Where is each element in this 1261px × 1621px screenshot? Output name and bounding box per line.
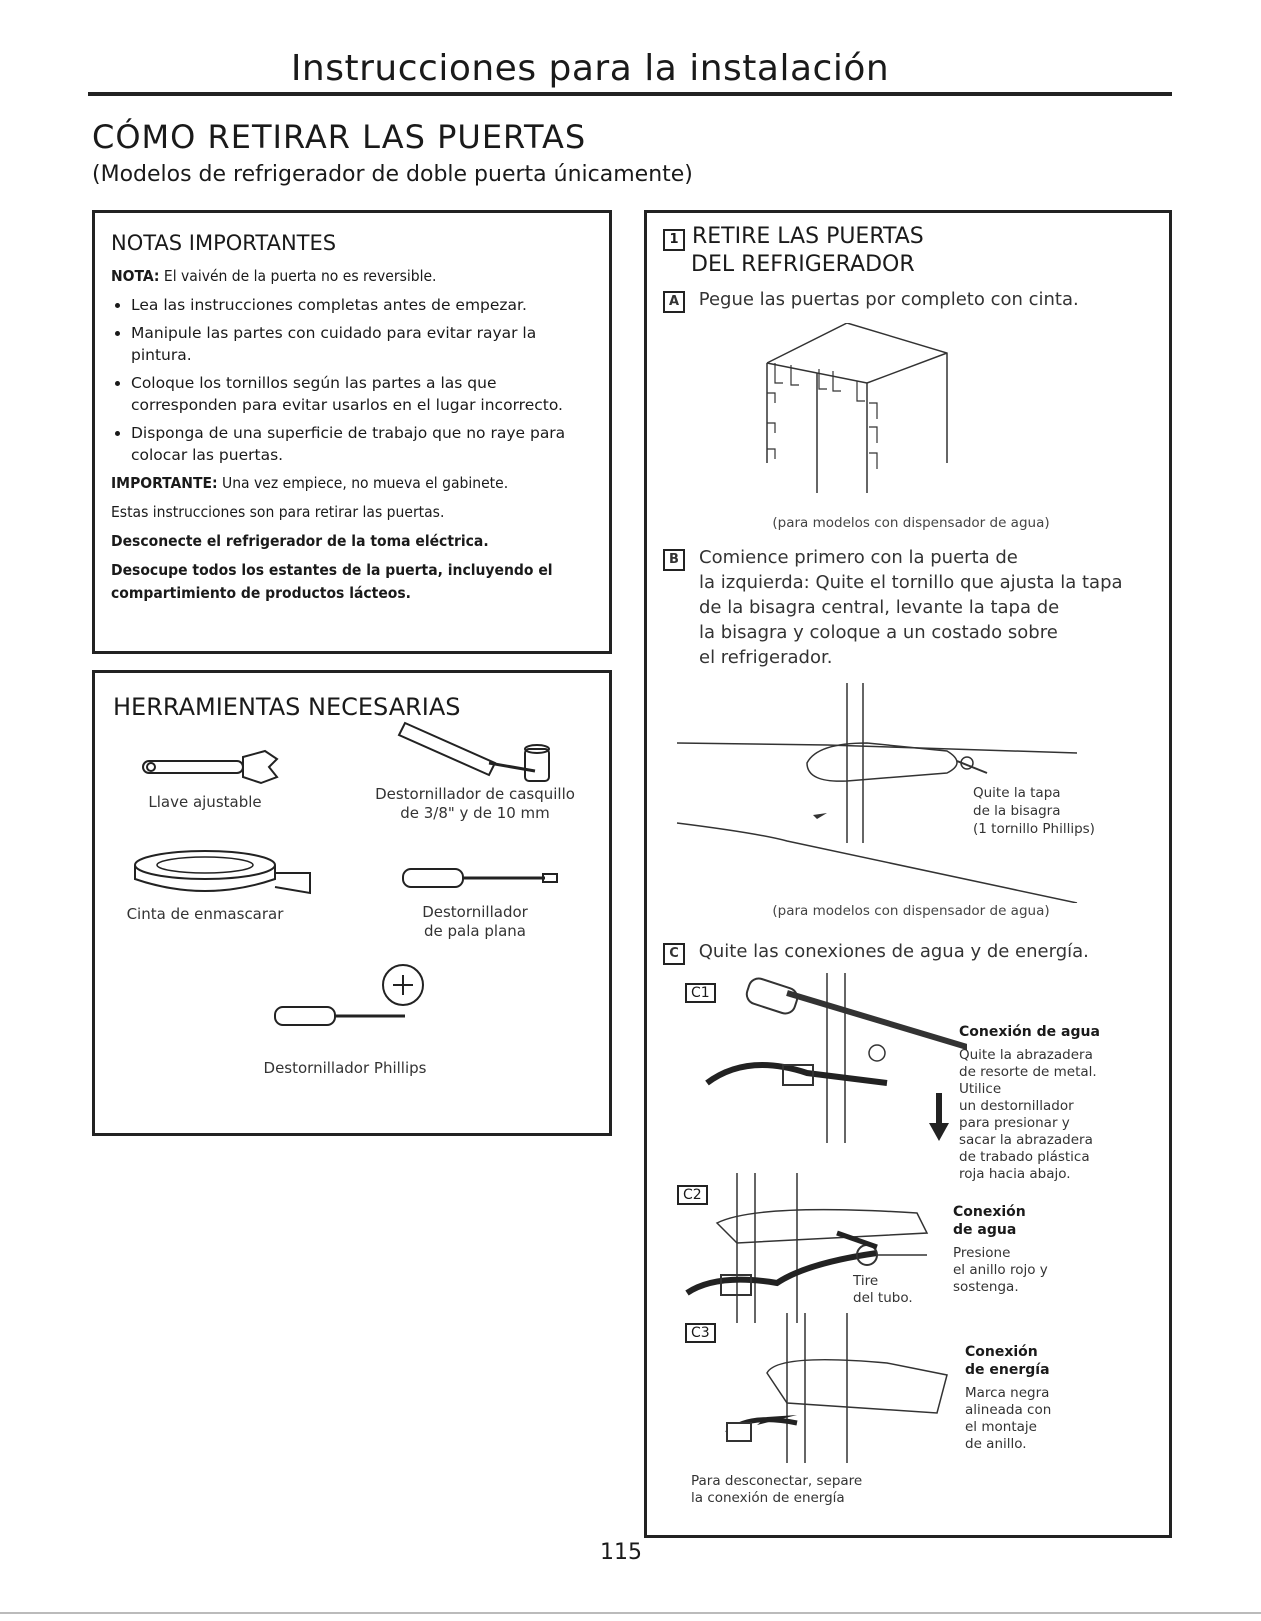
step-a-tag: A [663,291,685,313]
c2-title-line2: de agua [953,1222,1017,1238]
c3-tag: C3 [685,1323,716,1343]
c1-line: de resorte de metal. [959,1064,1097,1080]
step-a [663,287,1079,313]
tape-caption: Cinta de enmascarar [126,905,284,923]
c1-tag: C1 [685,983,716,1003]
c2-tag: C2 [677,1185,708,1205]
page-number: 115 [600,1540,642,1565]
c1-line: roja hacia abajo. [959,1166,1071,1182]
step-b [663,545,685,571]
instrucciones-line: Estas instrucciones son para retirar las puertas. [111,503,445,521]
step-c-text: Quite las conexiones de agua y de energía. [698,941,1089,962]
desconecte-line: Desconecte el refrigerador de la toma eléctrica. [111,532,489,550]
important-notes-box [92,210,612,654]
tools-needed-box [92,670,612,1136]
step1-number: 1 [663,229,685,251]
step-c-tag: C [663,943,685,965]
importante-text: Una vez empiece, no mueva el gabinete. [217,474,509,492]
water-connection-c1-figure [687,973,967,1143]
section-title: CÓMO RETIRAR LAS PUERTAS [92,118,587,156]
step-b-line: Comience primero con la puerta de [699,547,1018,568]
hinge-label-3: (1 tornillo Phillips) [973,821,1095,837]
flat-screwdriver-icon [395,863,565,893]
step-b-line: de la bisagra central, levante la tapa de [699,597,1060,618]
socket-caption-1: Destornillador de casquillo [375,785,575,803]
step-b-text [699,545,1169,670]
remove-doors-box [644,210,1172,1538]
water-connection-c2-figure [677,1173,957,1323]
nota-line [111,265,601,288]
step-b-line: el refrigerador. [699,647,833,668]
c3-title-line1: Conexión [965,1344,1038,1360]
adjustable-wrench-icon [135,743,285,793]
step1-title-line2: DEL REFRIGERADOR [691,252,915,277]
notes-bullet: • Coloque los tornillos según las partes a las que corresponden para evitar usarlos en el lugar incorrecto. [131,372,601,416]
section-subtitle: (Modelos de refrigerador de doble puerta únicamente) [92,162,693,187]
importante-line [111,472,601,495]
tools-heading: HERRAMIENTAS NECESARIAS [113,693,461,721]
c3-line: el montaje [965,1419,1037,1435]
header-divider [88,92,1172,96]
c3-line: de anillo. [965,1436,1027,1452]
c3-line: alineada con [965,1402,1052,1418]
flat-caption-2: de pala plana [424,922,526,940]
c2-title-line1: Conexión [953,1204,1026,1220]
step1-title-line1: RETIRE LAS PUERTAS [692,224,924,249]
c1-line: Utilice [959,1081,1002,1097]
page-header-title: Instrucciones para la instalación [290,48,890,89]
hinge-label-2: de la bisagra [973,803,1061,819]
hinge-label-1: Quite la tapa [973,785,1061,801]
notes-bullet: • Disponga de una superficie de trabajo que no raye para colocar las puertas. [131,422,601,466]
nota-text: El vaivén de la puerta no es reversible. [159,267,437,285]
notes-bullet-list [111,294,601,466]
c2-line: el anillo rojo y [953,1262,1048,1278]
step1-heading [663,223,924,251]
step-a-caption: (para modelos con dispensador de agua) [772,515,1050,531]
bottom-divider [0,1612,1261,1614]
step-a-text: Pegue las puertas por completo con cinta. [698,289,1079,310]
importante-label: IMPORTANTE: [111,474,218,492]
phillips-screwdriver-icon [265,963,435,1043]
c3-line: Marca negra [965,1385,1050,1401]
c3-bottom-line2: la conexión de energía [691,1490,845,1506]
notes-heading: NOTAS IMPORTANTES [111,231,337,255]
down-arrow-icon [929,1093,949,1143]
notes-bullet: • Manipule las partes con cuidado para evitar rayar la pintura. [131,322,601,366]
masking-tape-icon [125,843,325,903]
c3-bottom-line1: Para desconectar, separe [691,1473,863,1489]
phillips-caption: Destornillador Phillips [263,1059,427,1077]
step-b-line: la bisagra y coloque a un costado sobre [699,622,1058,643]
step-b-caption: (para modelos con dispensador de agua) [772,903,1050,919]
c2-line: Presione [953,1245,1011,1261]
socket-caption-2: de 3/8" y de 10 mm [400,804,550,822]
step-b-line: la izquierda: Quite el tornillo que ajusta la tapa [699,572,1123,593]
notes-bullet: • Lea las instrucciones completas antes de empezar. [131,294,601,316]
c2-pull-label-1: Tire [853,1273,879,1289]
flat-caption-1: Destornillador [422,903,528,921]
c3-title-line2: de energía [965,1362,1050,1378]
c1-line: para presionar y [959,1115,1070,1131]
c1-line: de trabado plástica [959,1149,1090,1165]
c1-line: Quite la abrazadera [959,1047,1093,1063]
step-b-tag: B [663,549,685,571]
desocupe-line: Desocupe todos los estantes de la puerta, incluyendo el compartimiento de productos lácteos. [111,561,553,602]
c1-title: Conexión de agua [959,1024,1100,1040]
c2-line: sostenga. [953,1279,1019,1295]
step-c [663,939,1089,965]
taped-doors-figure [757,323,967,503]
c1-line: un destornillador [959,1098,1074,1114]
nota-label: NOTA: [111,267,160,285]
socket-driver-icon [385,713,575,793]
wrench-caption: Llave ajustable [148,793,262,811]
c1-line: sacar la abrazadera [959,1132,1093,1148]
power-connection-c3-figure [687,1313,957,1463]
c2-pull-label-2: del tubo. [853,1290,913,1306]
